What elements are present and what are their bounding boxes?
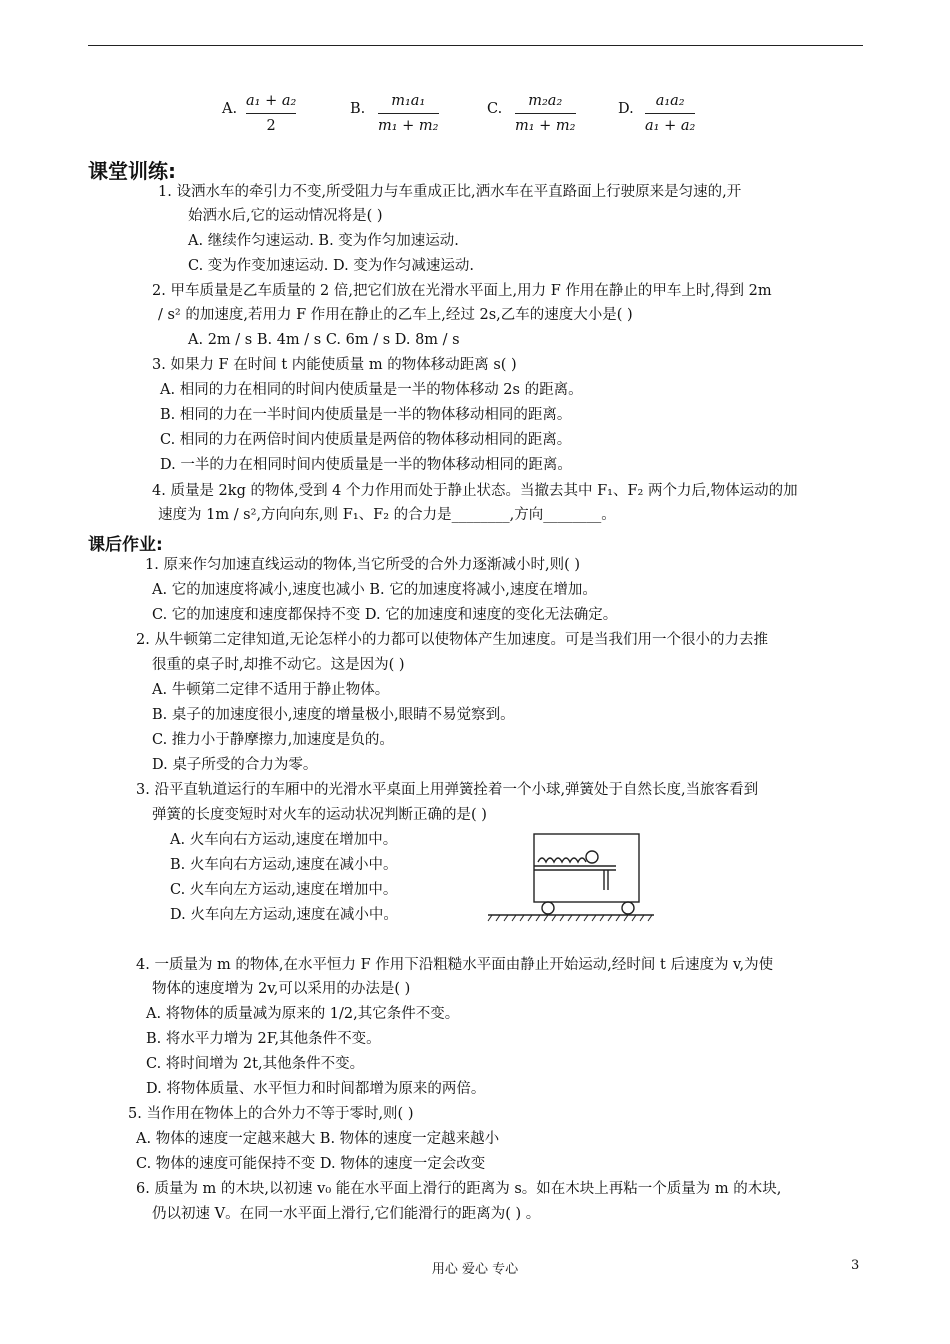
- s2-q4-option-c: C. 将时间增为 2t,其他条件不变。: [146, 1056, 365, 1072]
- train-car-figure: [486, 826, 656, 926]
- s2-q2-option-b: B. 桌子的加速度很小,速度的增量极小,眼睛不易觉察到。: [152, 707, 515, 723]
- option-c-numerator: m₂a₂: [528, 93, 563, 109]
- s2-q1-stem: 1. 原来作匀加速直线运动的物体,当它所受的合外力逐渐减小时,则( ): [145, 557, 581, 573]
- option-d-fraction: [645, 92, 695, 135]
- s2-q2-stem-line2: 很重的桌子时,却推不动它。这是因为( ): [152, 657, 405, 673]
- s1-q3-option-d: D. 一半的力在相同时间内使质量是一半的物体移动相同的距离。: [160, 457, 572, 473]
- s1-q2-options: A. 2m / s B. 4m / s C. 6m / s D. 8m / s: [188, 332, 460, 348]
- s2-q4-option-d: D. 将物体质量、水平恒力和时间都增为原来的两倍。: [146, 1081, 486, 1097]
- s2-q4-option-a: A. 将物体的质量减为原来的 1/2,其它条件不变。: [146, 1006, 460, 1022]
- section-heading-classroom: 课堂训练:: [88, 159, 176, 183]
- s1-q1-options-row2: C. 变为作变加速运动. D. 变为作匀减速运动.: [188, 258, 474, 274]
- option-c-fraction: [515, 92, 576, 135]
- option-a-fraction: [246, 92, 296, 135]
- option-a-numerator: a₁ + a₂: [246, 93, 297, 109]
- s1-q3-option-a: A. 相同的力在相同的时间内使质量是一半的物体移动 2s 的距离。: [160, 382, 583, 398]
- s1-q3-option-b: B. 相同的力在一半时间内使质量是一半的物体移动相同的距离。: [160, 407, 572, 423]
- option-b-label: B.: [350, 101, 366, 117]
- ball-icon: [586, 851, 598, 863]
- s2-q6-stem-line2: 仍以初速 V。在同一水平面上滑行,它们能滑行的距离为( ) 。: [152, 1206, 541, 1222]
- section-heading-homework: 课后作业:: [88, 535, 163, 555]
- s2-q2-option-c: C. 推力小于静摩擦力,加速度是负的。: [152, 732, 394, 748]
- s1-q4-stem-line1: 4. 质量是 2kg 的物体,受到 4 个力作用而处于静止状态。当撤去其中 F₁、F₂ 两个力后,物体运动的加: [152, 483, 798, 499]
- wheel-icon: [542, 902, 554, 914]
- s2-q3-option-d: D. 火车向左方运动,速度在减小中。: [170, 907, 398, 923]
- s1-q3-stem: 3. 如果力 F 在时间 t 内能使质量 m 的物体移动距离 s( ): [152, 357, 517, 373]
- s1-q1-stem-line1: 1. 设洒水车的牵引力不变,所受阻力与车重成正比,洒水车在平直路面上行驶原来是匀速的,开: [158, 184, 742, 200]
- spring-icon: [538, 858, 586, 862]
- s1-q1-options-row1: A. 继续作匀速运动. B. 变为作匀加速运动.: [188, 233, 459, 249]
- s2-q3-stem-line1: 3. 沿平直轨道运行的车厢中的光滑水平桌面上用弹簧拴着一个小球,弹簧处于自然长度,当旅客看到: [136, 782, 759, 798]
- s2-q2-option-d: D. 桌子所受的合力为零。: [152, 757, 318, 773]
- option-d-numerator: a₁a₂: [655, 93, 685, 109]
- option-c-denominator: m₁ + m₂: [515, 118, 576, 134]
- wheel-icon: [622, 902, 634, 914]
- s2-q3-option-b: B. 火车向右方运动,速度在减小中。: [170, 857, 398, 873]
- s2-q6-stem-line1: 6. 质量为 m 的木块,以初速 v₀ 能在水平面上滑行的距离为 s。如在木块上再粘一个质量为 m 的木块,: [136, 1181, 782, 1197]
- option-b-fraction: [378, 92, 439, 135]
- s1-q2-stem-line1: 2. 甲车质量是乙车质量的 2 倍,把它们放在光滑水平面上,用力 F 作用在静止的甲车上时,得到 2m: [152, 283, 772, 299]
- s2-q2-stem-line1: 2. 从牛顿第二定律知道,无论怎样小的力都可以使物体产生加速度。可是当我们用一个很小的力去推: [136, 632, 769, 648]
- s2-q5-options-row2: C. 物体的速度可能保持不变 D. 物体的速度一定会改变: [136, 1156, 486, 1172]
- option-a-denominator: 2: [266, 118, 276, 134]
- s2-q5-stem: 5. 当作用在物体上的合外力不等于零时,则( ): [128, 1106, 414, 1122]
- s2-q4-stem-line2: 物体的速度增为 2v,可以采用的办法是( ): [152, 981, 411, 997]
- s1-q3-option-c: C. 相同的力在两倍时间内使质量是两倍的物体移动相同的距离。: [160, 432, 572, 448]
- header-rule: [88, 45, 863, 46]
- s1-q1-stem-line2: 始洒水后,它的运动情况将是( ): [188, 208, 383, 224]
- option-b-numerator: m₁a₁: [391, 93, 426, 109]
- s2-q3-option-c: C. 火车向左方运动,速度在增加中。: [170, 882, 398, 898]
- s2-q4-stem-line1: 4. 一质量为 m 的物体,在水平恒力 F 作用下沿粗糙水平面由静止开始运动,经时间 t 后速度为 v,为使: [136, 957, 774, 973]
- train-car-body: [534, 834, 639, 902]
- s2-q3-stem-line2: 弹簧的长度变短时对火车的运动状况判断正确的是( ): [152, 807, 487, 823]
- option-d-label: D.: [618, 101, 634, 117]
- page-number: 3: [851, 1258, 860, 1273]
- footer-motto: 用心 爱心 专心: [431, 1262, 519, 1277]
- option-b-denominator: m₁ + m₂: [378, 118, 439, 134]
- s2-q3-option-a: A. 火车向右方运动,速度在增加中。: [170, 832, 398, 848]
- s2-q4-option-b: B. 将水平力增为 2F,其他条件不变。: [146, 1031, 381, 1047]
- option-c-label: C.: [487, 101, 503, 117]
- s2-q2-option-a: A. 牛顿第二定律不适用于静止物体。: [152, 682, 390, 698]
- option-a-label: A.: [222, 101, 238, 117]
- s1-q4-stem-line2: 速度为 1m / s²,方向向东,则 F₁、F₂ 的合力是________,方向________。: [158, 507, 616, 523]
- s2-q1-options-row2: C. 它的加速度和速度都保持不变 D. 它的加速度和速度的变化无法确定。: [152, 607, 618, 623]
- option-d-denominator: a₁ + a₂: [645, 118, 696, 134]
- s2-q1-options-row1: A. 它的加速度将减小,速度也减小 B. 它的加速度将减小,速度在增加。: [152, 582, 597, 598]
- s2-q5-options-row1: A. 物体的速度一定越来越大 B. 物体的速度一定越来越小: [136, 1131, 500, 1147]
- s1-q2-stem-line2: / s² 的加速度,若用力 F 作用在静止的乙车上,经过 2s,乙车的速度大小是( ): [158, 307, 633, 323]
